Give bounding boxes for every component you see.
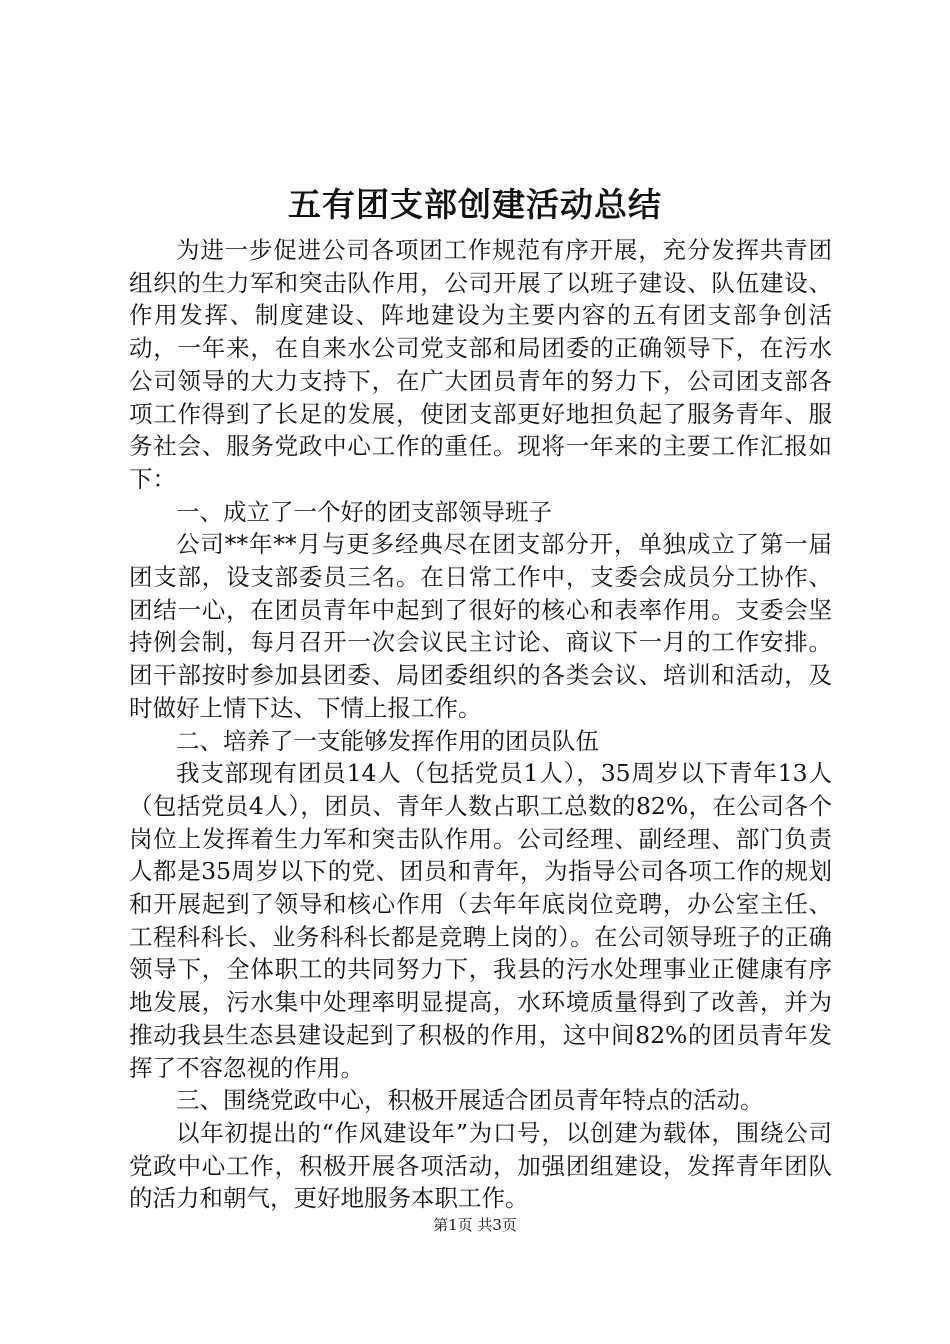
paragraph-intro: 为进一步促进公司各项团工作规范有序开展，充分发挥共青团组织的生力军和突击队作用，公司开展了以班子建设、队伍建设、作用发挥、制度建设、阵地建设为主要内容的五有团支部争创活动，一年来，在自来水公司党支部和局团委的正确领导下，在污水公司领导的大力支持下，在广大团员青年的努力下，公司团支部各项工作得到了长足的发展，使团支部更好地担负起了服务青年、服务社会、服务党政中心工作的重任。现将一年来的主要工作汇报如下： (129, 236, 832, 493)
page-footer: 第1页 共3页 (433, 1216, 517, 1234)
paragraph-section-3: 以年初提出的“作风建设年”为口号，以创建为载体，围绕公司党政中心工作，积极开展各项活动，加强团组建设，发挥青年团队的活力和朝气，更好地服务本职工作。 (129, 1118, 832, 1213)
section-heading-2: 二、培养了一支能够发挥作用的团员队伍 (176, 726, 599, 755)
section-heading-1: 一、成立了一个好的团支部领导班子 (176, 497, 552, 526)
page-title: 五有团支部创建活动总结 (288, 185, 662, 224)
paragraph-section-2: 我支部现有团员14人（包括党员1人），35周岁以下青年13人（包括党员4人），团员、青年人数占职工总数的82%，在公司各个岗位上发挥着生力军和突击队作用。公司经理、副经理、部门负责人都是35周岁以下的党、团员和青年，为指导公司各项工作的规划和开展起到了领导和核心作用（去年年底岗位竞聘，办公室主任、工程科科长、业务科科长都是竞聘上岗的）。在公司领导班子的正确领导下，全体职工的共同努力下，我县的污水处理事业正健康有序地发展，污水集中处理率明显提高，水环境质量得到了改善，并为推动我县生态县建设起到了积极的作用，这中间82%的团员青年发挥了不容忽视的作用。 (129, 759, 832, 1082)
document-body (129, 234, 832, 1215)
section-heading-3: 三、围绕党政中心，积极开展适合团员青年特点的活动。 (176, 1086, 764, 1115)
paragraph-section-1: 公司**年**月与更多经典尽在团支部分开，单独成立了第一届团支部，设支部委员三名。在日常工作中，支委会成员分工协作、团结一心，在团员青年中起到了很好的核心和表率作用。支委会坚持例会制，每月召开一次会议民主讨论、商议下一月的工作安排。团干部按时参加县团委、局团委组织的各类会议、培训和活动，及时做好上情下达、下情上报工作。 (129, 530, 832, 722)
